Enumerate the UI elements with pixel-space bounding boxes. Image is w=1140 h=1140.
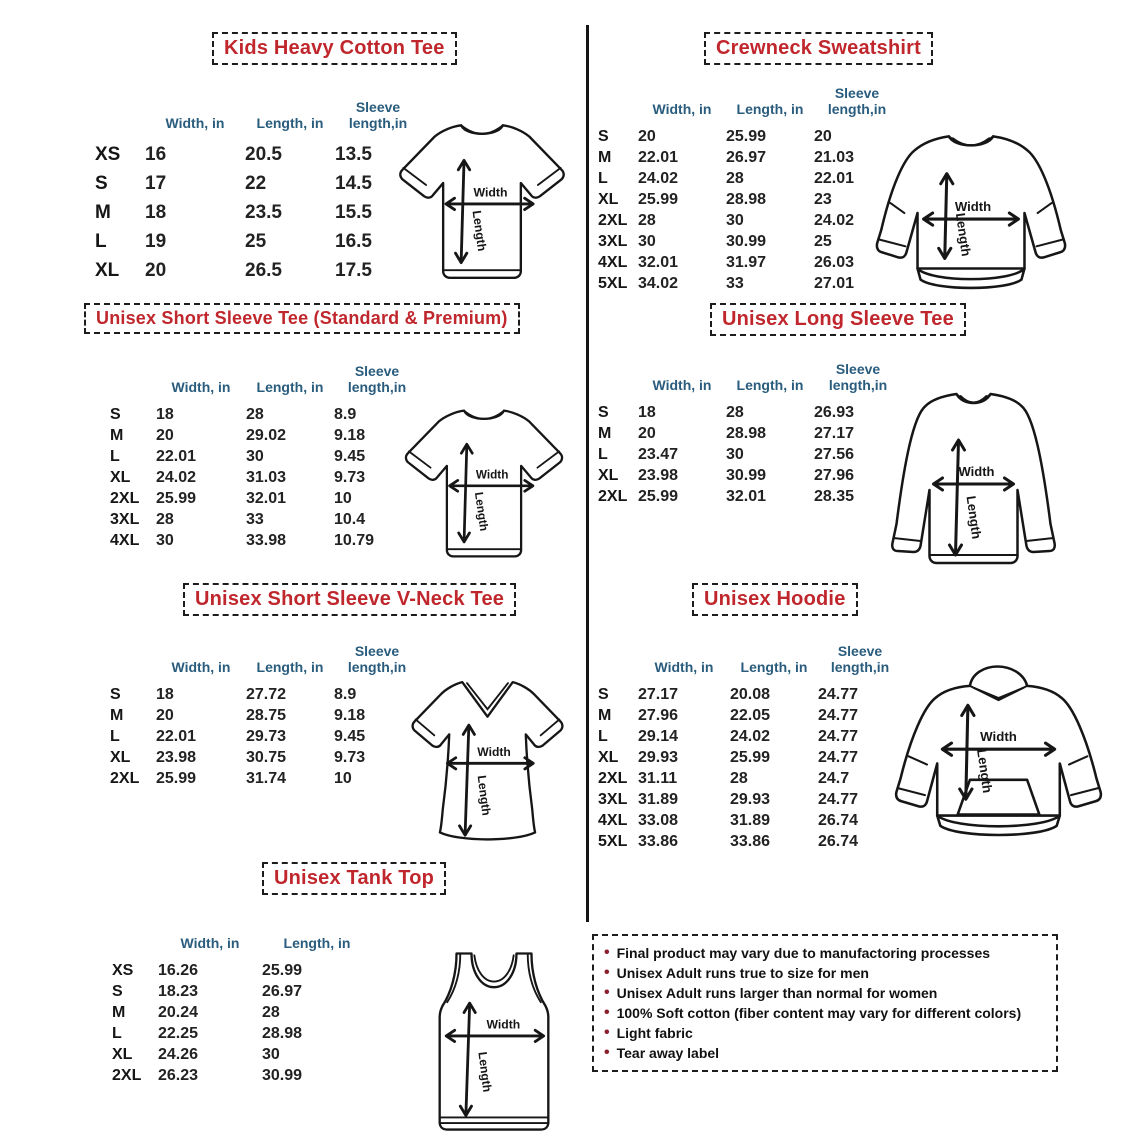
panel-title-text: Unisex Hoodie — [704, 588, 846, 610]
measurement-value: 22.05 — [730, 706, 771, 724]
column-header: Length, in — [736, 100, 804, 117]
measurement-value: 30.99 — [726, 466, 767, 484]
bullet-icon: • — [604, 1044, 610, 1061]
size-label: XL — [598, 466, 619, 484]
measurement-value: 14.5 — [335, 172, 372, 194]
panel-title-text: Unisex Tank Top — [274, 867, 435, 889]
measurement-value: 28.98 — [726, 190, 767, 208]
measurement-value: 18 — [638, 403, 656, 421]
size-label: S — [598, 403, 609, 421]
measurement-value: 25.99 — [156, 769, 197, 787]
column-header: Sleeve length,in — [348, 98, 408, 131]
measurement-value: 20.08 — [730, 685, 771, 703]
measurement-value: 28 — [156, 510, 174, 528]
note-text: Unisex Adult runs true to size for men — [616, 965, 869, 981]
measurement-value: 8.9 — [334, 685, 357, 703]
size-label: 2XL — [598, 211, 628, 229]
panel-title-text: Crewneck Sweatshirt — [716, 37, 921, 59]
measurement-value: 31.11 — [638, 769, 678, 787]
measurement-value: 33 — [246, 510, 264, 528]
measurement-value: 28.98 — [262, 1024, 303, 1042]
measurement-value: 33 — [726, 274, 744, 292]
size-label: L — [112, 1024, 122, 1042]
measurement-value: 20.24 — [158, 1003, 199, 1021]
length-label: Length — [474, 774, 494, 817]
column-header: Width, in — [180, 934, 240, 951]
measurement-value: 10 — [334, 489, 352, 507]
note-item — [604, 1025, 1046, 1041]
size-label: S — [598, 127, 609, 145]
measurement-value: 10.79 — [334, 531, 375, 549]
size-label: S — [110, 685, 121, 703]
measurement-value: 8.9 — [334, 405, 357, 423]
measurement-value: 20 — [156, 706, 174, 724]
size-label: 2XL — [598, 769, 628, 787]
measurement-value: 24.77 — [818, 727, 859, 745]
measurement-value: 27.96 — [814, 466, 855, 484]
size-label: 2XL — [110, 769, 140, 787]
size-label: M — [598, 424, 612, 442]
measurement-value: 24.02 — [638, 169, 679, 187]
measurement-value: 10 — [334, 769, 352, 787]
long-sleeve-tee-illustration — [862, 386, 1090, 576]
measurement-value: 19 — [145, 230, 167, 252]
v-neck-tee-illustration — [400, 670, 575, 852]
measurement-value: 18 — [145, 201, 167, 223]
panel-title-v-neck-tee — [183, 583, 516, 616]
measurement-value: 22.01 — [814, 169, 855, 187]
column-header: Width, in — [165, 114, 225, 131]
measurement-value: 17 — [145, 172, 167, 194]
measurement-value: 27.56 — [814, 445, 855, 463]
table-corner — [598, 82, 638, 126]
measurement-value: 25.99 — [638, 487, 679, 505]
size-label: XL — [110, 748, 131, 766]
size-label: 2XL — [598, 487, 628, 505]
size-label: L — [598, 169, 608, 187]
size-label: 2XL — [112, 1066, 142, 1084]
measurement-value: 27.72 — [246, 685, 287, 703]
size-label: S — [95, 172, 108, 194]
note-text: Tear away label — [616, 1045, 720, 1061]
column-header: Length, in — [256, 378, 324, 395]
measurement-value: 20.5 — [245, 143, 282, 165]
measurement-value: 22.25 — [158, 1024, 199, 1042]
size-label: 3XL — [598, 232, 628, 250]
measurement-value: 24.77 — [818, 790, 859, 808]
measurement-value: 24.02 — [814, 211, 855, 229]
measurement-value: 27.96 — [638, 706, 679, 724]
bullet-icon: • — [604, 1004, 610, 1021]
measurement-value: 29.73 — [246, 727, 287, 745]
length-label: Length — [475, 1050, 495, 1093]
measurement-value: 26.74 — [818, 811, 859, 829]
measurement-value: 23.98 — [156, 748, 197, 766]
measurement-value: 27.01 — [814, 274, 855, 292]
size-table-kids-heavy-cotton-tee — [95, 82, 421, 285]
bullet-icon: • — [604, 964, 610, 981]
panel-title-kids-heavy-cotton-tee — [212, 32, 457, 65]
size-table-long-sleeve-tee — [598, 352, 902, 507]
measurement-value: 23.98 — [638, 466, 679, 484]
measurement-value: 31.89 — [638, 790, 679, 808]
size-label: L — [95, 230, 107, 252]
measurement-value: 25.99 — [638, 190, 679, 208]
size-label: 4XL — [598, 811, 628, 829]
column-header: Width, in — [171, 378, 231, 395]
column-header: Sleeve length,in — [828, 360, 888, 393]
measurement-value: 18.23 — [158, 982, 199, 1000]
note-text: Final product may vary due to manufactoring processes — [616, 945, 991, 961]
measurement-value: 20 — [638, 127, 656, 145]
measurement-value: 29.93 — [638, 748, 679, 766]
measurement-value: 22.01 — [638, 148, 679, 166]
measurement-value: 23 — [814, 190, 832, 208]
panel-title-text: Unisex Short Sleeve Tee (Standard & Premium) — [96, 308, 508, 328]
measurement-value: 26.23 — [158, 1066, 199, 1084]
measurement-value: 30.99 — [262, 1066, 303, 1084]
size-label: 3XL — [598, 790, 628, 808]
measurement-value: 26.97 — [726, 148, 767, 166]
measurement-value: 25.99 — [156, 489, 197, 507]
size-label: XL — [95, 259, 120, 281]
measurement-value: 33.86 — [730, 832, 771, 850]
panel-title-long-sleeve-tee — [710, 303, 966, 336]
column-header: Length, in — [256, 114, 324, 131]
measurement-value: 33.86 — [638, 832, 679, 850]
column-header: Sleeve length,in — [830, 642, 890, 675]
column-header: Length, in — [283, 934, 351, 951]
measurement-value: 24.02 — [156, 468, 197, 486]
measurement-value: 29.93 — [730, 790, 771, 808]
size-label: 3XL — [110, 510, 140, 528]
size-label: XL — [112, 1045, 133, 1063]
measurement-value: 24.02 — [730, 727, 771, 745]
column-divider — [586, 25, 589, 922]
width-label: Width — [958, 464, 995, 479]
tee-illustration — [392, 112, 572, 292]
measurement-value: 26.74 — [818, 832, 859, 850]
size-table-v-neck-tee — [110, 632, 420, 789]
size-label: XL — [598, 748, 619, 766]
measurement-value: 25 — [814, 232, 832, 250]
size-label: L — [110, 727, 120, 745]
length-label: Length — [469, 209, 490, 253]
measurement-value: 31.89 — [730, 811, 771, 829]
measurement-value: 22 — [245, 172, 267, 194]
size-label: M — [95, 201, 111, 223]
column-header: Width, in — [654, 658, 714, 675]
measurement-value: 28 — [726, 403, 744, 421]
measurement-value: 16.5 — [335, 230, 372, 252]
panel-title-unisex-short-sleeve-tee — [84, 303, 520, 334]
measurement-value: 29.14 — [638, 727, 679, 745]
size-table-crewneck-sweatshirt — [598, 82, 900, 294]
measurement-value: 25.99 — [726, 127, 767, 145]
measurement-value: 26.5 — [245, 259, 282, 281]
tank-top-illustration — [418, 946, 570, 1138]
measurement-value: 20 — [814, 127, 832, 145]
size-label: XL — [598, 190, 619, 208]
note-item — [604, 945, 1046, 961]
bullet-icon: • — [604, 984, 610, 1001]
measurement-value: 29.02 — [246, 426, 287, 444]
measurement-value: 23.47 — [638, 445, 679, 463]
measurement-value: 26.93 — [814, 403, 855, 421]
table-corner — [112, 908, 158, 960]
width-label: Width — [954, 198, 992, 214]
measurement-value: 9.73 — [334, 748, 366, 766]
measurement-value: 24.77 — [818, 748, 859, 766]
measurement-value: 28.75 — [246, 706, 287, 724]
panel-title-hoodie — [692, 583, 858, 616]
measurement-value: 23.5 — [245, 201, 282, 223]
measurement-value: 16.26 — [158, 961, 199, 979]
measurement-value: 24.26 — [158, 1045, 199, 1063]
table-corner — [110, 632, 156, 684]
measurement-value: 28 — [262, 1003, 280, 1021]
measurement-value: 9.45 — [334, 447, 366, 465]
measurement-value: 30.75 — [246, 748, 287, 766]
size-label: L — [110, 447, 120, 465]
measurement-value: 28.35 — [814, 487, 855, 505]
note-item — [604, 1005, 1046, 1021]
size-label: XL — [110, 468, 131, 486]
measurement-value: 18 — [156, 405, 174, 423]
measurement-value: 21.03 — [814, 148, 855, 166]
size-label: S — [598, 685, 609, 703]
measurement-value: 20 — [156, 426, 174, 444]
measurement-value: 9.45 — [334, 727, 366, 745]
measurement-value: 30 — [246, 447, 264, 465]
table-corner — [95, 82, 145, 140]
measurement-value: 27.17 — [814, 424, 855, 442]
measurement-value: 9.18 — [334, 426, 366, 444]
measurement-value: 33.08 — [638, 811, 679, 829]
hoodie-illustration — [878, 658, 1118, 870]
panel-title-text: Kids Heavy Cotton Tee — [224, 37, 445, 59]
column-header: Length, in — [736, 376, 804, 393]
measurement-value: 24.7 — [818, 769, 850, 787]
size-label: 5XL — [598, 832, 628, 850]
column-header: Sleeve length,in — [347, 642, 407, 675]
measurement-value: 26.03 — [814, 253, 855, 271]
width-label: Width — [473, 185, 508, 200]
table-corner — [110, 352, 156, 404]
product-notes — [592, 934, 1058, 1072]
size-label: 4XL — [110, 531, 140, 549]
measurement-value: 25.99 — [262, 961, 303, 979]
width-label: Width — [486, 1017, 521, 1032]
size-label: M — [112, 1003, 126, 1021]
table-corner — [598, 632, 638, 684]
note-text: 100% Soft cotton (fiber content may vary for different colors) — [616, 1005, 1022, 1021]
note-text: Unisex Adult runs larger than normal for women — [616, 985, 938, 1001]
length-label: Length — [974, 748, 996, 794]
tee-illustration — [398, 398, 570, 570]
size-label: M — [598, 706, 612, 724]
measurement-value: 33.98 — [246, 531, 287, 549]
column-header: Width, in — [171, 658, 231, 675]
size-label: XS — [95, 143, 121, 165]
size-label: M — [598, 148, 612, 166]
measurement-value: 28 — [730, 769, 748, 787]
measurement-value: 28 — [726, 169, 744, 187]
size-label: 4XL — [598, 253, 628, 271]
width-label: Width — [980, 729, 1017, 745]
size-label: S — [110, 405, 121, 423]
measurement-value: 31.97 — [726, 253, 767, 271]
note-item — [604, 965, 1046, 981]
measurement-value: 32.01 — [246, 489, 287, 507]
measurement-value: 22.01 — [156, 727, 197, 745]
measurement-value: 20 — [145, 259, 167, 281]
length-label: Length — [952, 211, 974, 258]
panel-title-tank-top — [262, 862, 446, 895]
measurement-value: 30 — [726, 211, 744, 229]
measurement-value: 26.97 — [262, 982, 303, 1000]
panel-title-text: Unisex Short Sleeve V-Neck Tee — [195, 588, 505, 610]
panel-title-text: Unisex Long Sleeve Tee — [722, 308, 954, 330]
measurement-value: 28.98 — [726, 424, 767, 442]
size-table-unisex-short-sleeve-tee — [110, 352, 420, 551]
measurement-value: 25.99 — [730, 748, 771, 766]
measurement-value: 28 — [246, 405, 264, 423]
measurement-value: 20 — [638, 424, 656, 442]
size-label: L — [598, 445, 608, 463]
measurement-value: 31.74 — [246, 769, 287, 787]
note-item — [604, 985, 1046, 1001]
column-header: Sleeve length,in — [827, 84, 887, 117]
size-table-hoodie — [598, 632, 902, 852]
size-label: M — [110, 426, 124, 444]
measurement-value: 32.01 — [638, 253, 679, 271]
table-corner — [598, 352, 638, 402]
measurement-value: 22.01 — [156, 447, 197, 465]
column-header: Sleeve length,in — [347, 362, 407, 395]
measurement-value: 30 — [156, 531, 174, 549]
column-header: Length, in — [256, 658, 324, 675]
note-item — [604, 1045, 1046, 1061]
bullet-icon: • — [604, 1024, 610, 1041]
measurement-value: 15.5 — [335, 201, 372, 223]
width-label: Width — [475, 468, 509, 482]
measurement-value: 10.4 — [334, 510, 366, 528]
size-label: M — [110, 706, 124, 724]
column-header: Length, in — [740, 658, 808, 675]
measurement-value: 24.77 — [818, 685, 859, 703]
panel-title-crewneck-sweatshirt — [704, 32, 933, 65]
measurement-value: 9.73 — [334, 468, 366, 486]
crewneck-sweatshirt-illustration — [860, 126, 1082, 298]
size-table-tank-top — [112, 908, 372, 1086]
column-header: Width, in — [652, 100, 712, 117]
length-label: Length — [963, 494, 985, 540]
measurement-value: 34.02 — [638, 274, 679, 292]
size-label: XS — [112, 961, 134, 979]
measurement-value: 18 — [156, 685, 174, 703]
measurement-value: 13.5 — [335, 143, 372, 165]
bullet-icon: • — [604, 944, 610, 961]
measurement-value: 30 — [262, 1045, 280, 1063]
measurement-value: 9.18 — [334, 706, 366, 724]
measurement-value: 32.01 — [726, 487, 767, 505]
measurement-value: 27.17 — [638, 685, 679, 703]
measurement-value: 31.03 — [246, 468, 287, 486]
length-label: Length — [471, 491, 491, 532]
note-text: Light fabric — [616, 1025, 693, 1041]
size-label: 5XL — [598, 274, 628, 292]
measurement-value: 30 — [726, 445, 744, 463]
size-label: S — [112, 982, 123, 1000]
size-label: L — [598, 727, 608, 745]
width-label: Width — [477, 744, 511, 759]
column-header: Width, in — [652, 376, 712, 393]
measurement-value: 17.5 — [335, 259, 372, 281]
measurement-value: 25 — [245, 230, 267, 252]
measurement-value: 30 — [638, 232, 656, 250]
measurement-value: 16 — [145, 143, 167, 165]
size-label: 2XL — [110, 489, 140, 507]
measurement-value: 24.77 — [818, 706, 859, 724]
measurement-value: 28 — [638, 211, 656, 229]
measurement-value: 30.99 — [726, 232, 767, 250]
